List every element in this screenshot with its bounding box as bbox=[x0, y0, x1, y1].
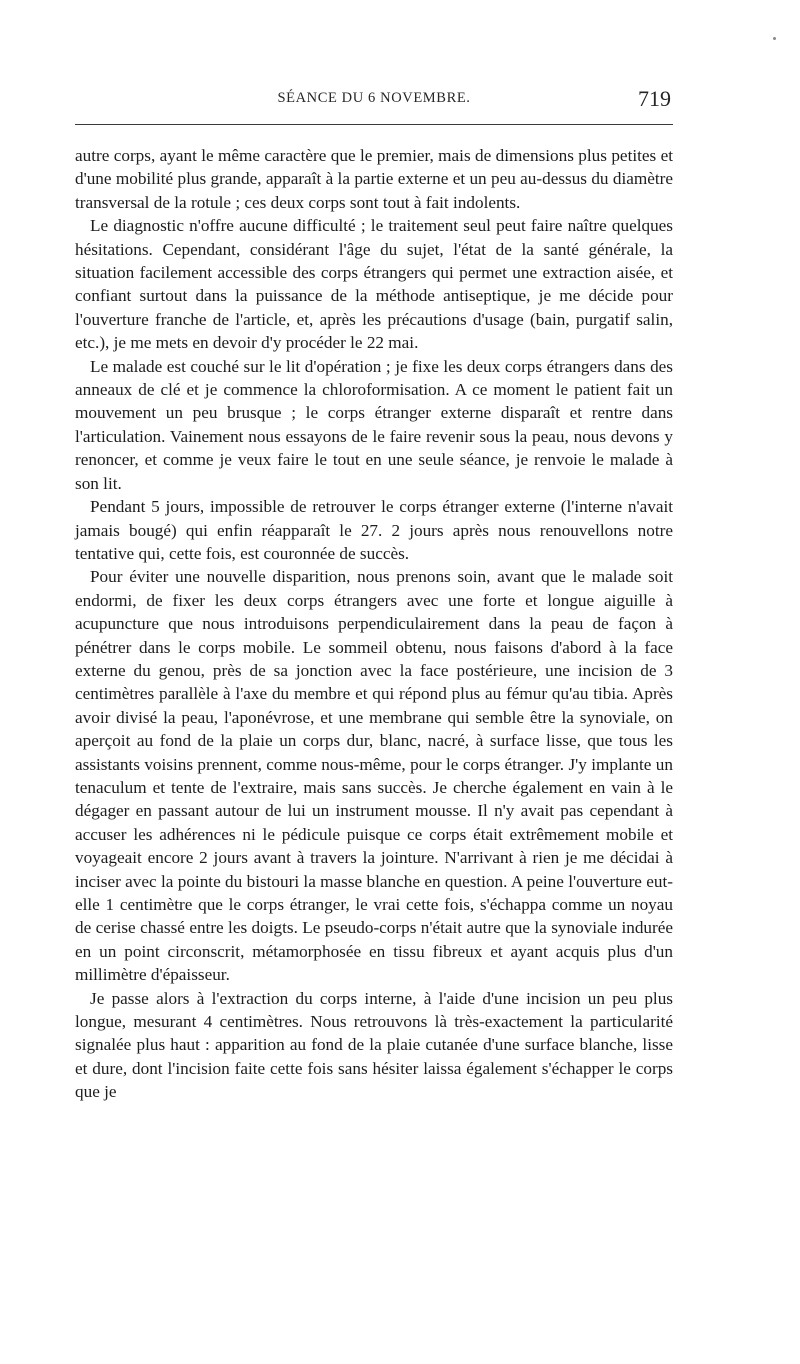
paragraph: Je passe alors à l'extraction du corps interne, à l'aide d'une incision un peu plus longue, mesurant 4 centimètres. Nous retrouvons là très-exactement la particularité signalée plus haut : apparition au fond de la plaie cutanée d'une surface blanche, lisse et dure, dont l'incision faite cette fois sans hésiter laissa également s'échapper le corps que je bbox=[75, 988, 673, 1102]
paragraph: Pendant 5 jours, impossible de retrouver le corps étranger externe (l'interne n'avait jamais bougé) qui enfin réapparaît le 27. 2 jours après nous renouvellons notre tentative qui, cette fois, est couronnée de succès. bbox=[75, 497, 673, 563]
page-number: 719 bbox=[638, 86, 671, 111]
paragraph: Le malade est couché sur le lit d'opération ; je fixe les deux corps étrangers dans des anneaux de clé et je commence la chloroformisation. A ce moment le patient fait un mouvement un peu brusque ; le corps étranger externe disparaît et rentre dans l'articulation. Vainement nous essayons de le faire revenir sous la peau, nous devons y renoncer, et comme je veux faire le tout en une seule séance, je renvoie le malade à son lit. bbox=[75, 356, 673, 493]
paragraph: Pour éviter une nouvelle disparition, nous prenons soin, avant que le malade soit endormi, de fixer les deux corps étrangers avec une forte et longue aiguille à acupuncture que nous introduisons perpendiculairement dans la peau de façon à pénétrer dans le corps mobile. Le sommeil obtenu, nous faisons d'abord à la face externe du genou, près de sa jonction avec la face postérieure, une incision de 3 centimètres parallèle à l'axe du membre et qui répond plus au fémur qu'au tibia. Après avoir divisé la peau, l'aponévrose, et une membrane qui semble être la synoviale, on aperçoit au fond de la plaie un corps dur, blanc, nacré, à surface lisse, que tous les assistants voisins prennent, comme nous-même, pour le corps étranger. J'y implante un tenaculum et tente de l'extraire, mais sans succès. Je cherche également en vain à le dégager en passant autour de lui un instrument mousse. Il n'y avait pas cependant à accuser les adhérences ni le pédicule puisque ce corps était extrêmement mobile et voyageait encore 2 jours avant à travers la jointure. N'arrivant à rien je me décidai à inciser avec la pointe du bistouri la masse blanche en question. A peine l'ouverture eut-elle 1 centimètre que le corps étranger, le vrai cette fois, s'échappa comme un noyau de cerise chassé entre les doigts. Le pseudo-corps n'était autre que la synoviale indurée en un point circonscrit, métamorphosée en tissu fibreux et ayant acquis plus d'un millimètre d'épaisseur. bbox=[75, 567, 673, 985]
paragraph: autre corps, ayant le même caractère que le premier, mais de dimensions plus petites et d'une mobilité plus grande, apparaît à la partie externe et un peu au-dessus du diamètre transversal de la rotule ; ces deux corps sont tout à fait indolents. bbox=[75, 146, 673, 212]
paragraph: Le diagnostic n'offre aucune difficulté ; le traitement seul peut faire naître quelques hésitations. Cependant, considérant l'âge du sujet, l'état de la santé générale, la situation facilement accessible des corps étrangers qui permet une extraction aisée, et confiant surtout dans la puissance de la méthode antiseptique, je me décide pour l'ouverture franche de l'article, et, après les précautions d'usage (bain, purgatif salin, etc.), je me mets en devoir d'y procéder le 22 mai. bbox=[75, 216, 673, 353]
running-title: SÉANCE DU 6 NOVEMBRE. bbox=[277, 90, 471, 106]
header-rule bbox=[75, 124, 673, 125]
running-head bbox=[75, 86, 673, 114]
body-text bbox=[75, 144, 673, 1104]
paper-speck bbox=[773, 37, 776, 40]
